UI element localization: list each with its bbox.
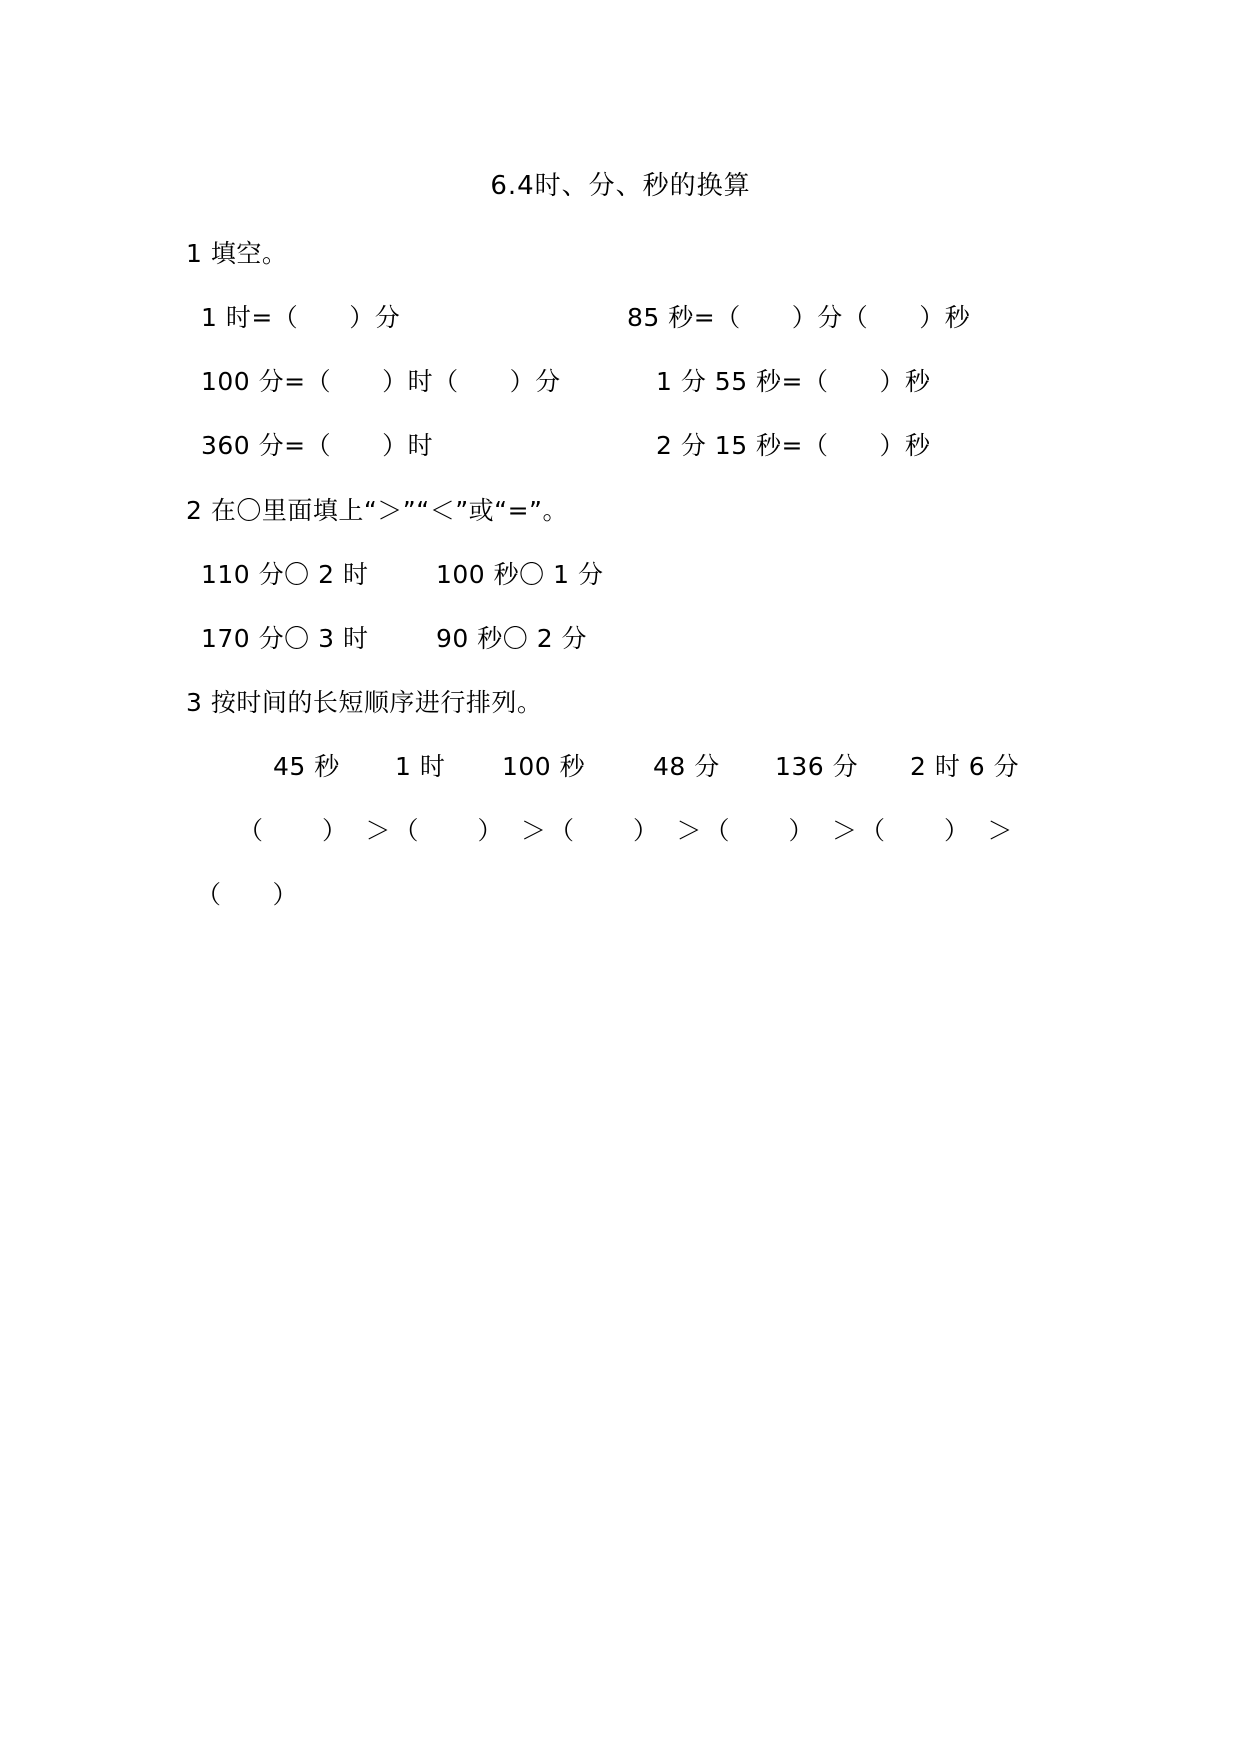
q3-item-3: 100 秒 bbox=[502, 752, 586, 781]
q2-item-2-1: 170 分〇 3 时 bbox=[201, 624, 369, 653]
q2-item-1-1: 110 分〇 2 时 bbox=[201, 560, 369, 589]
q2-item-1-2: 100 秒〇 1 分 bbox=[436, 560, 604, 589]
q3-item-4: 48 分 bbox=[653, 752, 720, 781]
q3-item-6: 2 时 6 分 bbox=[910, 752, 1020, 781]
q1-item-2-1: 100 分=（ ）时（ ）分 bbox=[201, 367, 561, 396]
q3-item-1: 45 秒 bbox=[273, 752, 340, 781]
q2-item-2-2: 90 秒〇 2 分 bbox=[436, 624, 588, 653]
page-title: 6.4时、分、秒的换算 bbox=[490, 171, 751, 201]
q1-item-1-2: 85 秒=（ ）分（ ）秒 bbox=[627, 303, 971, 332]
q3-heading: 3 按时间的长短顺序进行排列。 bbox=[186, 688, 543, 717]
q1-item-1-1: 1 时=（ ）分 bbox=[201, 303, 401, 332]
q1-heading: 1 填空。 bbox=[186, 239, 288, 268]
q1-item-3-2: 2 分 15 秒=（ ）秒 bbox=[656, 431, 931, 460]
q1-item-3-1: 360 分=（ ）时 bbox=[201, 431, 434, 460]
q1-item-2-2: 1 分 55 秒=（ ）秒 bbox=[656, 367, 931, 396]
q3-item-5: 136 分 bbox=[775, 752, 859, 781]
q3-order-last: （ ） bbox=[196, 880, 299, 909]
q3-item-2: 1 时 bbox=[395, 752, 446, 781]
q3-order-line: （ ） ＞（ ） ＞（ ） ＞（ ） ＞（ ） ＞ bbox=[238, 816, 1016, 845]
q2-heading: 2 在〇里面填上“＞”“＜”或“=”。 bbox=[186, 496, 569, 525]
